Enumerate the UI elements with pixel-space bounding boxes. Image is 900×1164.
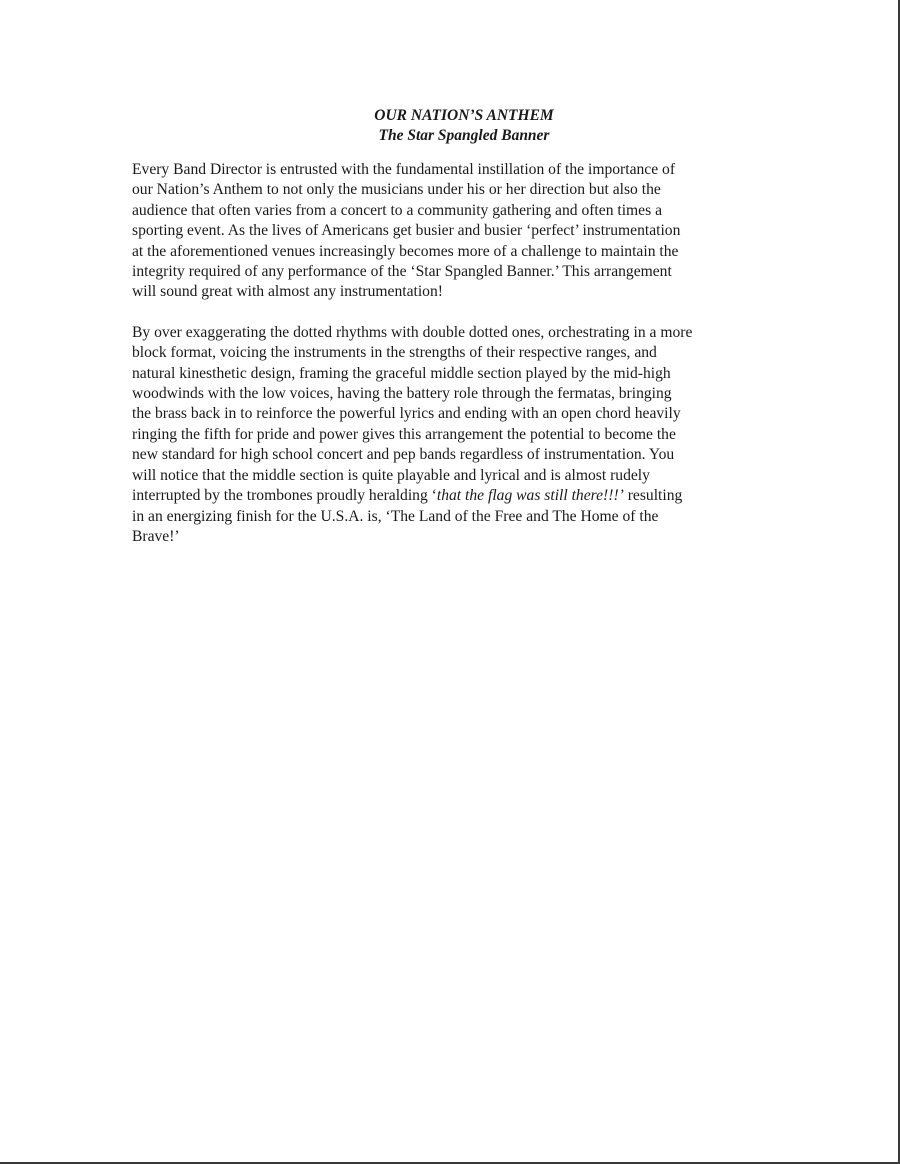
document-subtitle: The Star Spangled Banner bbox=[378, 127, 550, 144]
paragraph-line: new standard for high school concert and pep bands regardless of instrumentation. You bbox=[132, 446, 675, 464]
paragraph-line: Every Band Director is entrusted with the fundamental instillation of the importance of bbox=[132, 161, 676, 178]
paragraph-line: ringing the fifth for pride and power gives this arrangement the potential to become the bbox=[132, 425, 676, 443]
paragraph-line: By over exaggerating the dotted rhythms with double dotted ones, orchestrating in a more bbox=[132, 323, 693, 341]
line-text: interrupted by the trombones proudly heralding ‘ bbox=[132, 487, 437, 505]
paragraph-2 bbox=[132, 323, 772, 547]
quoted-lyric: that the flag was still there!!!’ bbox=[436, 487, 624, 505]
paragraph-1 bbox=[132, 160, 772, 303]
heading-block bbox=[132, 106, 772, 146]
paragraph-line: will notice that the middle section is quite playable and lyrical and is almost rudely bbox=[132, 466, 650, 484]
document-title: OUR NATION’S ANTHEM bbox=[374, 107, 554, 124]
paragraph-line: our Nation’s Anthem to not only the musicians under his or her direction but also the bbox=[132, 181, 661, 199]
paragraph-line: will sound great with almost any instrumentation! bbox=[132, 283, 443, 301]
paragraph-line: the brass back in to reinforce the powerful lyrics and ending with an open chord heavily bbox=[132, 405, 681, 423]
paragraph-line: integrity required of any performance of the ‘Star Spangled Banner.’ This arrangement bbox=[132, 263, 672, 281]
paragraph-line-mixed bbox=[132, 486, 772, 506]
paragraph-line: natural kinesthetic design, framing the graceful middle section played by the mid-high bbox=[132, 364, 671, 382]
paragraph-line: at the aforementioned venues increasingly becomes more of a challenge to maintain the bbox=[132, 242, 679, 260]
paragraph-line: audience that often varies from a concert to a community gathering and often times a bbox=[132, 201, 662, 219]
paragraph-line: sporting event. As the lives of Americans get busier and busier ‘perfect’ instrumentation bbox=[132, 222, 681, 240]
paragraph-line: block format, voicing the instruments in the strengths of their respective ranges, and bbox=[132, 344, 657, 362]
line-text: resulting bbox=[623, 487, 683, 505]
document-content bbox=[132, 106, 772, 567]
paragraph-line: Brave!’ bbox=[132, 527, 180, 545]
paragraph-line: woodwinds with the low voices, having the battery role through the fermatas, bringing bbox=[132, 385, 672, 403]
paragraph-line: in an energizing finish for the U.S.A. is, ‘The Land of the Free and The Home of the bbox=[132, 507, 659, 525]
